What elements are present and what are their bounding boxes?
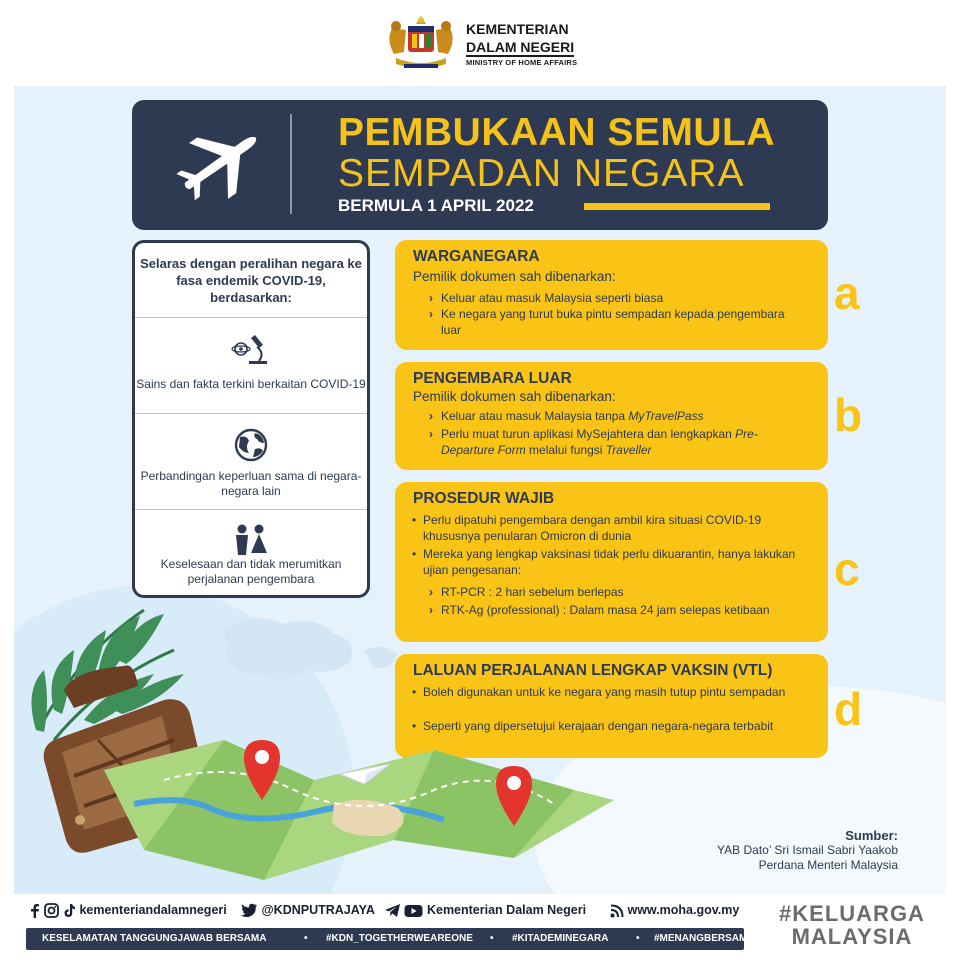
social-text: www.moha.gov.my xyxy=(627,903,740,917)
coat-of-arms-icon xyxy=(382,14,460,74)
bullet-italic: MyTravelPass xyxy=(628,409,704,423)
section-sub-bullet: › RTK-Ag (professional) : Dalam masa 24 jam selepas ketibaan xyxy=(441,602,791,618)
social-links xyxy=(28,900,748,922)
section-point: • Perlu dipatuhi pengembara dengan ambil kira situasi COVID-19 khususnya penularan Omicron di dunia xyxy=(423,512,793,544)
ministry-line3: MINISTRY OF HOME AFFAIRS xyxy=(466,58,578,67)
source-title: Perdana Menteri Malaysia xyxy=(758,858,898,872)
campaign-line1: #KELUARGA xyxy=(779,901,925,926)
divider xyxy=(135,509,367,510)
youtube-icon xyxy=(404,904,423,918)
instagram-icon xyxy=(44,903,59,918)
section-heading: WARGANEGARA xyxy=(413,248,540,265)
hashtag: #KDN_TOGETHERWEAREONE xyxy=(326,933,473,944)
start-date: BERMULA 1 APRIL 2022 xyxy=(338,196,534,215)
hashtag: #KITADEMINEGARA xyxy=(512,933,609,944)
title-line2: SEMPADAN NEGARA xyxy=(338,152,745,195)
section-letter-c: c xyxy=(834,543,860,595)
section-bullet xyxy=(441,408,811,424)
criteria-item-comparison: Perbandingan keperluan sama di negara-negara lain xyxy=(140,469,362,498)
airplane-icon xyxy=(170,118,270,208)
social-item[interactable] xyxy=(610,900,739,920)
bullet-italic: Pre-Departure Form xyxy=(441,427,758,457)
header xyxy=(0,0,960,86)
divider xyxy=(135,317,367,318)
source-credit xyxy=(717,828,898,873)
social-item[interactable] xyxy=(384,900,586,920)
criteria-item-comfort: Keselesaan dan tidak merumitkan perjalanan pengembara xyxy=(160,557,342,586)
section-heading: PENGEMBARA LUAR xyxy=(413,370,572,387)
hashtag: KESELAMATAN TANGGUNGJAWAB BERSAMA xyxy=(42,933,267,944)
telegram-icon xyxy=(384,903,401,918)
section-subheading: Pemilik dokumen sah dibenarkan: xyxy=(413,389,616,404)
section-heading: LALUAN PERJALANAN LENGKAP VAKSIN (VTL) xyxy=(413,662,773,679)
section-b-box xyxy=(395,362,828,470)
section-heading: PROSEDUR WAJIB xyxy=(413,490,555,507)
bullet-text: Keluar atau masuk Malaysia tanpa xyxy=(441,409,629,423)
keluarga-malaysia-logo xyxy=(772,902,932,948)
social-text: kementeriandalamnegeri xyxy=(79,903,227,917)
facebook-icon xyxy=(28,903,41,918)
hashtag: #MENANGBERSAMA xyxy=(654,933,755,944)
ministry-line1: KEMENTERIAN xyxy=(466,21,569,37)
social-item[interactable] xyxy=(240,900,375,920)
section-letter-d: d xyxy=(834,683,863,735)
tiktok-icon xyxy=(63,903,76,918)
section-letter-b: b xyxy=(834,389,863,441)
source-label: Sumber: xyxy=(845,828,898,843)
ministry-name xyxy=(466,22,577,68)
divider xyxy=(135,413,367,414)
section-point: • Boleh digunakan untuk ke negara yang masih tutup pintu sempadan xyxy=(423,684,793,700)
social-text: @KDNPUTRAJAYA xyxy=(261,903,375,917)
title-line1: PEMBUKAAN SEMULA xyxy=(338,111,775,154)
date-underline xyxy=(584,203,770,210)
section-bullet xyxy=(441,426,811,458)
criteria-card xyxy=(132,240,370,598)
travel-illustration xyxy=(14,590,654,894)
bullet-text: melalui fungsi xyxy=(525,443,606,457)
section-a-box xyxy=(395,240,828,350)
section-letter-a: a xyxy=(834,267,860,319)
banner-divider xyxy=(290,114,292,214)
section-sub-bullet: › RT-PCR : 2 hari sebelum berlepas xyxy=(441,584,801,600)
hashtag-bar xyxy=(26,928,755,950)
hashtag-separator: • xyxy=(490,933,494,944)
section-point: • Mereka yang lengkap vaksinasi tidak perlu dikuarantin, hanya lakukan ujian pengesanan: xyxy=(423,546,813,578)
bullet-italic: Traveller xyxy=(605,443,652,457)
globe-icon xyxy=(231,427,271,463)
rss-icon xyxy=(610,904,624,918)
bullet-text: Perlu muat turun aplikasi MySejahtera dan lengkapkan xyxy=(441,427,736,441)
social-item[interactable] xyxy=(28,900,227,920)
section-bullet: › Ke negara yang turut buka pintu sempadan kepada pengembara luar xyxy=(441,306,791,338)
twitter-icon xyxy=(240,903,258,918)
hashtag-separator: • xyxy=(636,933,640,944)
criteria-intro: Selaras dengan peralihan negara ke fasa endemik COVID-19, berdasarkan: xyxy=(140,256,362,305)
criteria-item-science: Sains dan fakta terkini berkaitan COVID-19 xyxy=(136,377,366,391)
hashtag-separator: • xyxy=(304,933,308,944)
travellers-icon xyxy=(231,521,271,557)
source-name: YAB Dato’ Sri Ismail Sabri Yaakob xyxy=(717,843,898,857)
ministry-line2: DALAM NEGERI xyxy=(466,39,575,55)
section-point: • Seperti yang dipersetujui kerajaan dengan negara-negara terbabit xyxy=(423,718,793,734)
campaign-line2: MALAYSIA xyxy=(791,924,913,949)
section-bullet: › Keluar atau masuk Malaysia seperti biasa xyxy=(441,290,811,306)
social-text: Kementerian Dalam Negeri xyxy=(426,903,587,917)
microscope-icon xyxy=(231,331,271,367)
section-subheading: Pemilik dokumen sah dibenarkan: xyxy=(413,269,616,284)
